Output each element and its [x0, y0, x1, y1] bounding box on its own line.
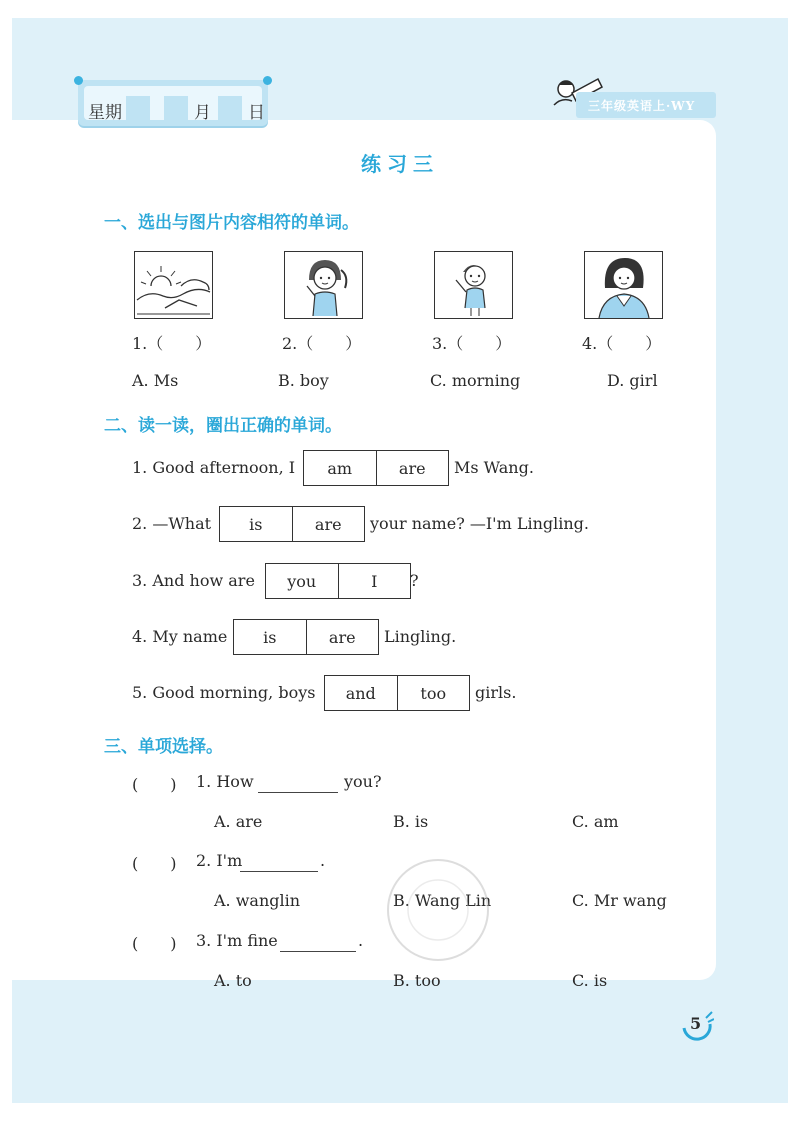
sunrise-picture — [134, 251, 213, 319]
date-inner — [84, 86, 265, 123]
mc-option-a: A. to — [214, 971, 252, 990]
option-a: A. Ms — [132, 371, 179, 390]
mc-stem: . — [358, 931, 364, 950]
word-choice-box — [303, 450, 449, 486]
question-text: 5. Good morning, boys — [132, 683, 316, 702]
question-text: 3. And how are — [132, 571, 255, 590]
page-title: 练习三 — [361, 152, 439, 176]
answer-paren[interactable]: ( ) — [132, 854, 177, 873]
worksheet-paper — [12, 120, 716, 980]
item-3[interactable]: 3.（ ） — [432, 334, 512, 353]
word-choice[interactable]: are — [306, 620, 379, 654]
word-choice[interactable]: too — [397, 676, 470, 710]
answer-paren[interactable]: ( ) — [132, 775, 177, 794]
month-label: 月 — [194, 103, 211, 123]
question-text: Ms Wang. — [454, 458, 534, 477]
option-b: B. boy — [278, 371, 329, 390]
mc-option-a: A. wanglin — [214, 891, 301, 910]
word-choice[interactable]: you — [287, 571, 317, 591]
answer-paren[interactable]: ( ) — [132, 934, 177, 953]
mc-option-c: C. am — [572, 812, 619, 831]
day-box[interactable] — [218, 96, 242, 120]
word-choice[interactable]: is — [249, 514, 263, 534]
question-text: 1. Good afternoon, I — [132, 458, 296, 477]
answer-blank[interactable] — [280, 951, 356, 952]
word-choice[interactable]: and — [345, 683, 376, 703]
pin-icon — [74, 76, 83, 85]
word-choice-box — [219, 506, 365, 542]
question-text: Lingling. — [384, 627, 457, 646]
word-choice-box — [324, 675, 470, 711]
mc-option-b: B. Wang Lin — [393, 891, 492, 910]
month-box[interactable] — [164, 96, 188, 120]
mc-option-c: C. is — [572, 971, 608, 990]
question-text: ? — [410, 571, 419, 590]
option-d: D. girl — [607, 371, 658, 390]
page-number: 5 — [690, 1014, 702, 1033]
item-2[interactable]: 2.（ ） — [282, 334, 362, 353]
word-choice[interactable]: is — [263, 627, 277, 647]
woman-picture — [584, 251, 663, 319]
mc-stem: 2. I'm — [196, 851, 243, 870]
mc-stem: 1. How — [196, 772, 254, 791]
section1-heading: 一、选出与图片内容相符的单词。 — [104, 213, 359, 233]
question-text: 2. —What — [132, 514, 212, 533]
answer-blank[interactable] — [240, 871, 318, 872]
watermark-stamp-seal — [376, 848, 500, 972]
mc-option-a: A. are — [214, 812, 263, 831]
question-text: your name? —I'm Lingling. — [370, 514, 589, 533]
date-bar — [78, 80, 268, 126]
word-choice-box — [233, 619, 379, 655]
mc-stem: you? — [344, 772, 382, 791]
mc-stem: 3. I'm fine — [196, 931, 278, 950]
grade-tag-text: 三年级英语上·WY — [588, 99, 696, 113]
mc-option-b: B. too — [393, 971, 441, 990]
section2-heading: 二、读一读，圈出正确的单词。 — [104, 416, 342, 436]
weekday-box[interactable] — [126, 96, 150, 120]
mc-option-b: B. is — [393, 812, 429, 831]
weekday-label: 星期 — [88, 103, 122, 123]
word-choice[interactable]: I — [338, 564, 411, 598]
word-choice[interactable]: are — [376, 451, 449, 485]
word-choice[interactable]: am — [327, 458, 353, 478]
pin-icon — [263, 76, 272, 85]
day-label: 日 — [248, 103, 265, 123]
item-1[interactable]: 1.（ ） — [132, 334, 212, 353]
answer-blank[interactable] — [258, 792, 338, 793]
boy-picture — [434, 251, 513, 319]
word-choice-box — [265, 563, 411, 599]
mc-stem: . — [320, 851, 326, 870]
question-text: 4. My name — [132, 627, 228, 646]
grade-tag — [576, 92, 716, 118]
question-text: girls. — [475, 683, 517, 702]
mc-option-c: C. Mr wang — [572, 891, 667, 910]
girl-picture — [284, 251, 363, 319]
section3-heading: 三、单项选择。 — [104, 737, 223, 757]
item-4[interactable]: 4.（ ） — [582, 334, 662, 353]
option-c: C. morning — [430, 371, 521, 390]
word-choice[interactable]: are — [292, 507, 365, 541]
